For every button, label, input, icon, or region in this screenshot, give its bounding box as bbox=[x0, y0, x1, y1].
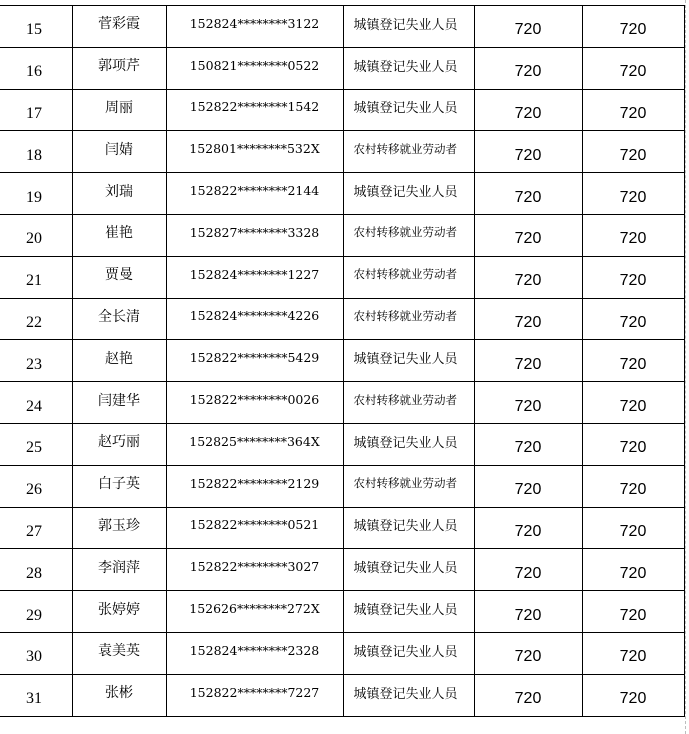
name-cell: 闫婧 bbox=[72, 131, 166, 173]
amount-cell: 720 bbox=[474, 382, 582, 424]
row-number-cell: 26 bbox=[0, 465, 72, 507]
row-number-cell: 16 bbox=[0, 47, 72, 89]
table-row bbox=[0, 632, 684, 674]
name-cell: 闫建华 bbox=[72, 382, 166, 424]
name-cell: 张彬 bbox=[72, 674, 166, 716]
amount-cell: 720 bbox=[474, 674, 582, 716]
subsidy-amount-cell: 720 bbox=[582, 173, 684, 215]
category-cell: 城镇登记失业人员 bbox=[343, 591, 474, 633]
name-cell: 李润萍 bbox=[72, 549, 166, 591]
id-number-cell: 152824********2328 bbox=[166, 632, 343, 674]
id-number-cell: 152824********3122 bbox=[166, 6, 343, 48]
table-row bbox=[0, 465, 684, 507]
category-cell: 农村转移就业劳动者 bbox=[343, 131, 474, 173]
id-number-cell: 152822********1542 bbox=[166, 89, 343, 131]
table-row bbox=[0, 423, 684, 465]
amount-cell: 720 bbox=[474, 549, 582, 591]
id-number-cell: 152822********2144 bbox=[166, 173, 343, 215]
name-cell: 白子英 bbox=[72, 465, 166, 507]
name-cell: 周丽 bbox=[72, 89, 166, 131]
subsidy-amount-cell: 720 bbox=[582, 382, 684, 424]
category-cell: 农村转移就业劳动者 bbox=[343, 465, 474, 507]
table-row bbox=[0, 6, 684, 48]
name-cell: 全长清 bbox=[72, 298, 166, 340]
subsidy-amount-cell: 720 bbox=[582, 131, 684, 173]
amount-cell: 720 bbox=[474, 214, 582, 256]
category-cell: 城镇登记失业人员 bbox=[343, 89, 474, 131]
amount-cell: 720 bbox=[474, 340, 582, 382]
subsidy-amount-cell: 720 bbox=[582, 549, 684, 591]
table-row bbox=[0, 47, 684, 89]
row-number-cell: 22 bbox=[0, 298, 72, 340]
id-number-cell: 152824********4226 bbox=[166, 298, 343, 340]
id-number-cell: 152825********364X bbox=[166, 423, 343, 465]
row-number-cell: 15 bbox=[0, 6, 72, 48]
table-row bbox=[0, 382, 684, 424]
category-cell: 城镇登记失业人员 bbox=[343, 6, 474, 48]
category-cell: 城镇登记失业人员 bbox=[343, 632, 474, 674]
row-number-cell: 18 bbox=[0, 131, 72, 173]
row-number-cell: 24 bbox=[0, 382, 72, 424]
amount-cell: 720 bbox=[474, 173, 582, 215]
row-number-cell: 19 bbox=[0, 173, 72, 215]
table-row bbox=[0, 298, 684, 340]
subsidy-amount-cell: 720 bbox=[582, 465, 684, 507]
name-cell: 贾曼 bbox=[72, 256, 166, 298]
row-number-cell: 27 bbox=[0, 507, 72, 549]
category-cell: 城镇登记失业人员 bbox=[343, 47, 474, 89]
subsidy-amount-cell: 720 bbox=[582, 298, 684, 340]
row-number-cell: 29 bbox=[0, 591, 72, 633]
category-cell: 农村转移就业劳动者 bbox=[343, 298, 474, 340]
row-number-cell: 17 bbox=[0, 89, 72, 131]
table-row bbox=[0, 173, 684, 215]
subsidy-amount-cell: 720 bbox=[582, 507, 684, 549]
name-cell: 郭玉珍 bbox=[72, 507, 166, 549]
subsidy-amount-cell: 720 bbox=[582, 6, 684, 48]
category-cell: 城镇登记失业人员 bbox=[343, 423, 474, 465]
category-cell: 城镇登记失业人员 bbox=[343, 173, 474, 215]
amount-cell: 720 bbox=[474, 6, 582, 48]
amount-cell: 720 bbox=[474, 423, 582, 465]
amount-cell: 720 bbox=[474, 591, 582, 633]
row-number-cell: 25 bbox=[0, 423, 72, 465]
subsidy-amount-cell: 720 bbox=[582, 674, 684, 716]
table-row bbox=[0, 340, 684, 382]
id-number-cell: 150821********0522 bbox=[166, 47, 343, 89]
table-row bbox=[0, 89, 684, 131]
id-number-cell: 152626********272X bbox=[166, 591, 343, 633]
id-number-cell: 152822********7227 bbox=[166, 674, 343, 716]
category-cell: 城镇登记失业人员 bbox=[343, 549, 474, 591]
id-number-cell: 152822********0026 bbox=[166, 382, 343, 424]
subsidy-amount-cell: 720 bbox=[582, 423, 684, 465]
amount-cell: 720 bbox=[474, 465, 582, 507]
table-row bbox=[0, 591, 684, 633]
amount-cell: 720 bbox=[474, 256, 582, 298]
id-number-cell: 152801********532X bbox=[166, 131, 343, 173]
id-number-cell: 152822********5429 bbox=[166, 340, 343, 382]
id-number-cell: 152822********2129 bbox=[166, 465, 343, 507]
table-row bbox=[0, 674, 684, 716]
name-cell: 郭项芹 bbox=[72, 47, 166, 89]
name-cell: 袁美英 bbox=[72, 632, 166, 674]
subsidy-amount-cell: 720 bbox=[582, 632, 684, 674]
name-cell: 赵艳 bbox=[72, 340, 166, 382]
table-row bbox=[0, 131, 684, 173]
row-number-cell: 28 bbox=[0, 549, 72, 591]
amount-cell: 720 bbox=[474, 632, 582, 674]
name-cell: 菅彩霞 bbox=[72, 6, 166, 48]
name-cell: 刘瑞 bbox=[72, 173, 166, 215]
id-number-cell: 152824********1227 bbox=[166, 256, 343, 298]
subsidy-amount-cell: 720 bbox=[582, 591, 684, 633]
name-cell: 张婷婷 bbox=[72, 591, 166, 633]
row-number-cell: 31 bbox=[0, 674, 72, 716]
id-number-cell: 152822********3027 bbox=[166, 549, 343, 591]
name-cell: 崔艳 bbox=[72, 214, 166, 256]
id-number-cell: 152827********3328 bbox=[166, 214, 343, 256]
subsidy-amount-cell: 720 bbox=[582, 47, 684, 89]
amount-cell: 720 bbox=[474, 507, 582, 549]
category-cell: 城镇登记失业人员 bbox=[343, 340, 474, 382]
row-number-cell: 20 bbox=[0, 214, 72, 256]
amount-cell: 720 bbox=[474, 47, 582, 89]
table-row bbox=[0, 549, 684, 591]
roster-table bbox=[0, 5, 685, 717]
table-row bbox=[0, 256, 684, 298]
category-cell: 城镇登记失业人员 bbox=[343, 674, 474, 716]
category-cell: 农村转移就业劳动者 bbox=[343, 214, 474, 256]
subsidy-amount-cell: 720 bbox=[582, 214, 684, 256]
table-row bbox=[0, 507, 684, 549]
row-number-cell: 30 bbox=[0, 632, 72, 674]
category-cell: 农村转移就业劳动者 bbox=[343, 382, 474, 424]
name-cell: 赵巧丽 bbox=[72, 423, 166, 465]
row-number-cell: 23 bbox=[0, 340, 72, 382]
category-cell: 城镇登记失业人员 bbox=[343, 507, 474, 549]
amount-cell: 720 bbox=[474, 131, 582, 173]
amount-cell: 720 bbox=[474, 298, 582, 340]
roster-table-body bbox=[0, 6, 684, 717]
category-cell: 农村转移就业劳动者 bbox=[343, 256, 474, 298]
id-number-cell: 152822********0521 bbox=[166, 507, 343, 549]
page-edge-marker bbox=[685, 0, 689, 734]
subsidy-amount-cell: 720 bbox=[582, 89, 684, 131]
subsidy-amount-cell: 720 bbox=[582, 340, 684, 382]
row-number-cell: 21 bbox=[0, 256, 72, 298]
table-row bbox=[0, 214, 684, 256]
subsidy-amount-cell: 720 bbox=[582, 256, 684, 298]
amount-cell: 720 bbox=[474, 89, 582, 131]
